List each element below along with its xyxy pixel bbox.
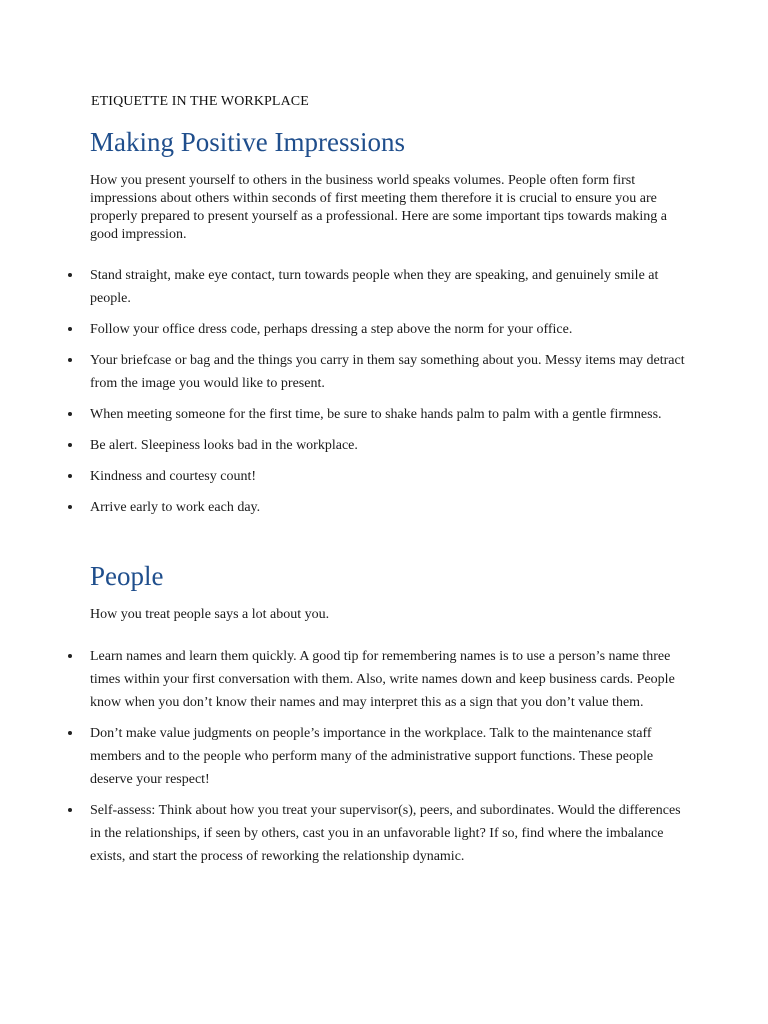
list-item-text: Arrive early to work each day. <box>90 500 261 515</box>
section-heading-people: People <box>90 561 164 591</box>
bullet-icon <box>68 358 72 362</box>
list-item <box>90 496 690 519</box>
bullet-icon <box>68 443 72 447</box>
bullet-icon <box>68 327 72 331</box>
list-item-text: Don’t make value judgments on people’s importance in the workplace. Talk to the maintenance staff members and to the people who perform many of the administrative support functions. These people deserve your respect! <box>90 726 654 787</box>
bullet-icon <box>68 654 72 658</box>
bullet-icon <box>68 808 72 812</box>
bullet-icon <box>68 474 72 478</box>
bullet-icon <box>68 412 72 416</box>
list-item <box>90 403 690 426</box>
list-item-text: Kindness and courtesy count! <box>90 469 257 484</box>
list-item-text: Stand straight, make eye contact, turn towards people when they are speaking, and genuinely smile at people. <box>90 268 659 306</box>
list-item-text: When meeting someone for the first time, be sure to shake hands palm to palm with a gentle firmness. <box>90 407 662 422</box>
list-item <box>90 264 690 310</box>
list-item <box>90 465 690 488</box>
list-item <box>90 799 690 868</box>
bullet-icon <box>68 273 72 277</box>
section-heading-impressions: Making Positive Impressions <box>90 127 405 157</box>
list-item <box>90 645 690 714</box>
list-item <box>90 722 690 791</box>
list-item-text: Self-assess: Think about how you treat your supervisor(s), peers, and subordinates. Would the differences in the relationships, if seen by others, cast you in an unfavorable light? If so, find where the imbalance exists, and start the process of reworking the relationship dynamic. <box>90 803 681 864</box>
list-item-text: Be alert. Sleepiness looks bad in the workplace. <box>90 438 358 453</box>
document-label: ETIQUETTE IN THE WORKPLACE <box>91 94 309 109</box>
list-item <box>90 349 690 395</box>
list-item-text: Learn names and learn them quickly. A good tip for remembering names is to use a person’s name three times within your first conversation with them. Also, write names down and keep business cards. People know when you don’t know their names and may interpret this as a sign that you don’t value them. <box>90 649 675 710</box>
list-item-text: Your briefcase or bag and the things you carry in them say something about you. Messy items may detract from the image you would like to present. <box>90 353 685 391</box>
list-item <box>90 434 690 457</box>
bullet-icon <box>68 731 72 735</box>
list-item <box>90 318 690 341</box>
bullet-list-impressions <box>90 264 690 527</box>
section-intro-people: How you treat people says a lot about you. <box>90 607 330 622</box>
bullet-icon <box>68 505 72 509</box>
list-item-text: Follow your office dress code, perhaps dressing a step above the norm for your office. <box>90 322 573 337</box>
bullet-list-people <box>90 645 690 876</box>
section-intro-impressions: How you present yourself to others in the business world speaks volumes. People often form first impressions about others within seconds of first meeting them therefore it is crucial to ensure you are properly prepared to present yourself as a professional. Here are some important tips towards making a good impression. <box>90 173 667 242</box>
